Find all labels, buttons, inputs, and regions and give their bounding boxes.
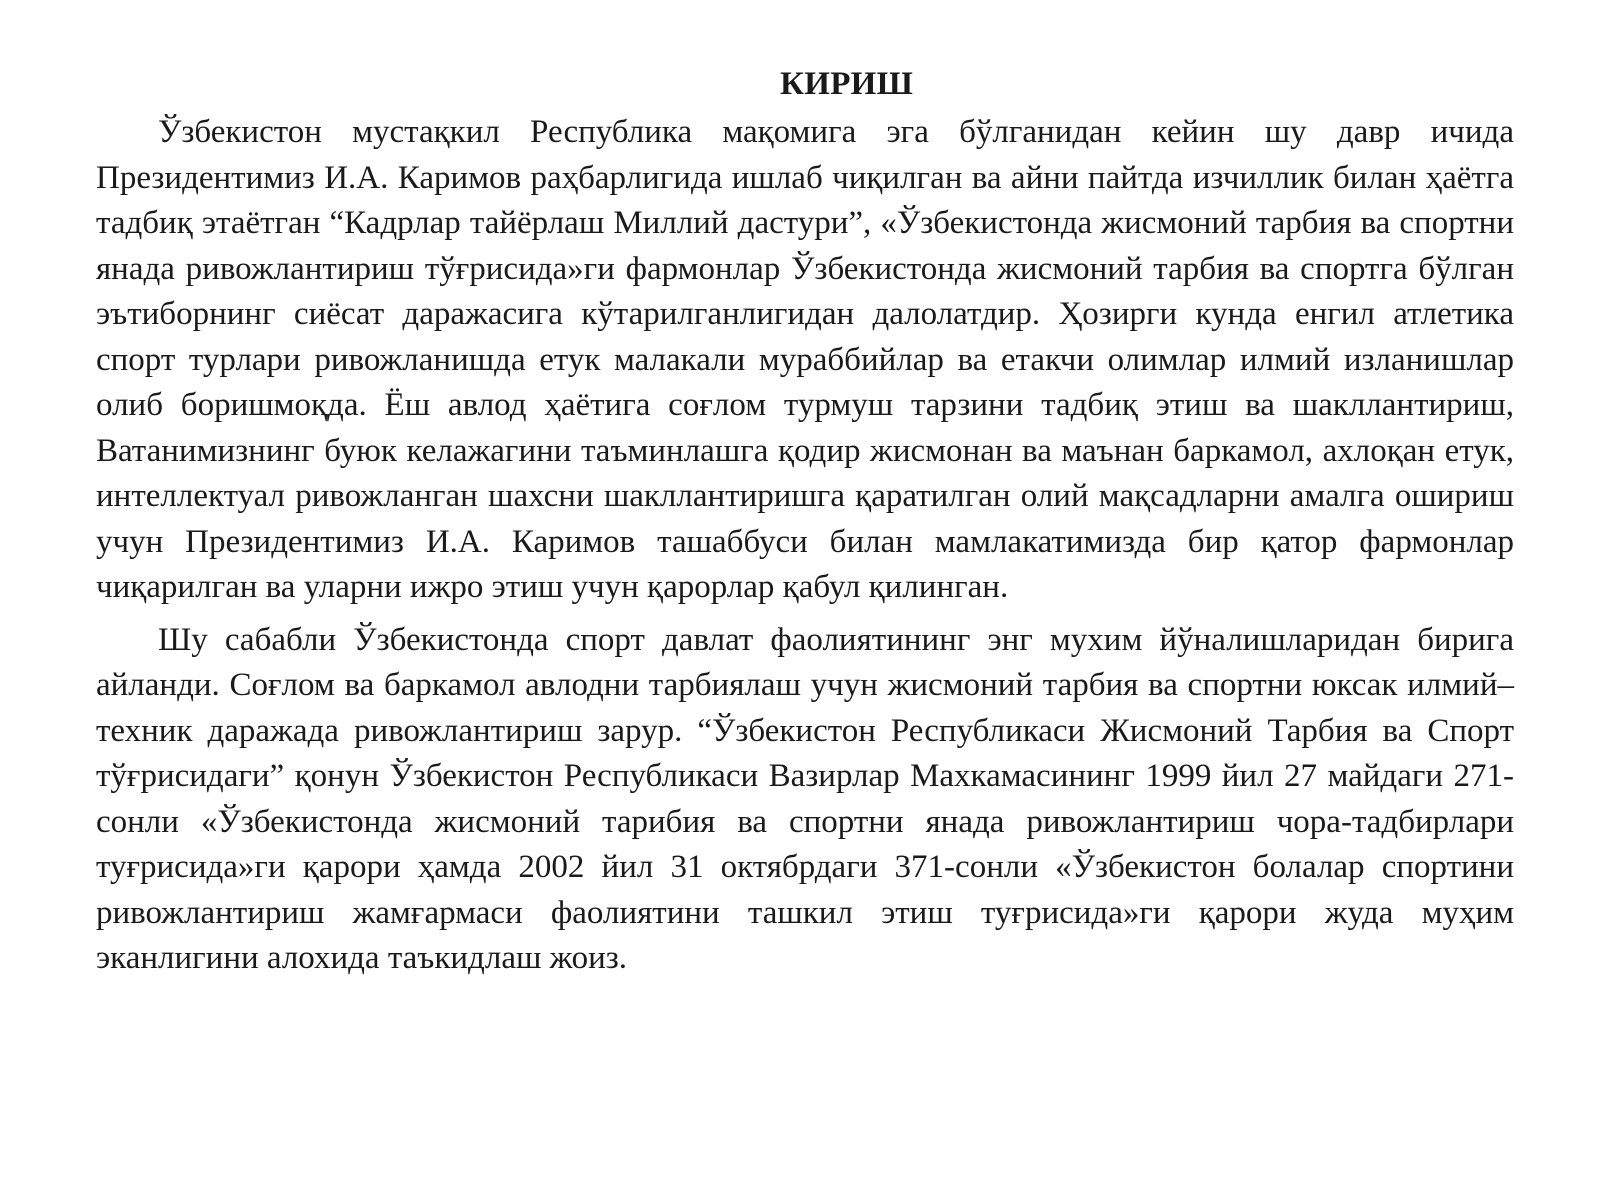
document-title: КИРИШ bbox=[780, 66, 914, 102]
paragraph-2: Шу сабабли Ўзбекистонда спорт давлат фаолиятининг энг мухим йўналишларидан бирига айланди. Соғлом ва баркамол авлодни тарбиялаш учун жисмоний тарбия ва спортни юксак илмий–техник даражада ривожлантириш зарур. “Ўзбекистон Республикаси Жисмоний Тарбия ва Спорт тўғрисидаги” қонун Ўзбекистон Республикаси Вазирлар Махкамасининг 1999 йил 27 майдаги 271-сонли «Ўзбекистонда жисмоний тарибия ва спортни янада ривожлантириш чора-тадбирлари туғрисида»ги қарори ҳамда 2002 йил 31 октябрдаги 371-сонли «Ўзбекистон болалар спортини ривожлантириш жамғармаси фаолиятини ташкил этиш туғрисида»ги қарори жуда муҳим эканлигини алохида таъкидлаш жоиз. bbox=[96, 621, 1514, 976]
document-page bbox=[96, 62, 1514, 982]
paragraph-1: Ўзбекистон мустақкил Республика мақомига эга бўлганидан кейин шу давр ичида Президентимиз И.А. Каримов раҳбарлигида ишлаб чиқилган ва айни пайтда изчиллик билан ҳаётга тадбиқ этаётган “Кадрлар тайёрлаш Миллий дастури”, «Ўзбекистонда жисмоний тарбия ва спортни янада ривожлантириш тўғрисида»ги фармонлар Ўзбекистонда жисмоний тарбия ва спортга бўлган эътиборнинг сиёсат даражасига кўтарилганлигидан далолатдир. Ҳозирги кунда енгил атлетика спорт турлари ривожланишда етук малакали мураббийлар ва етакчи олимлар илмий изланишлар олиб боришмоқда. Ёш авлод ҳаётига соғлом турмуш тарзини тадбиқ этиш ва шакллантириш, Ватанимизнинг буюк келажагини таъминлашга қодир жисмонан ва маънан баркамол, ахлоқан етук, интеллектуал ривожланган шахсни шакллантиришга қаратилган олий мақсадларни амалга ошириш учун Президентимиз И.А. Каримов ташаббуси билан мамлакатимизда бир қатор фармонлар чиқарилган ва уларни ижро этиш учун қарорлар қабул қилинган. bbox=[96, 114, 1514, 605]
